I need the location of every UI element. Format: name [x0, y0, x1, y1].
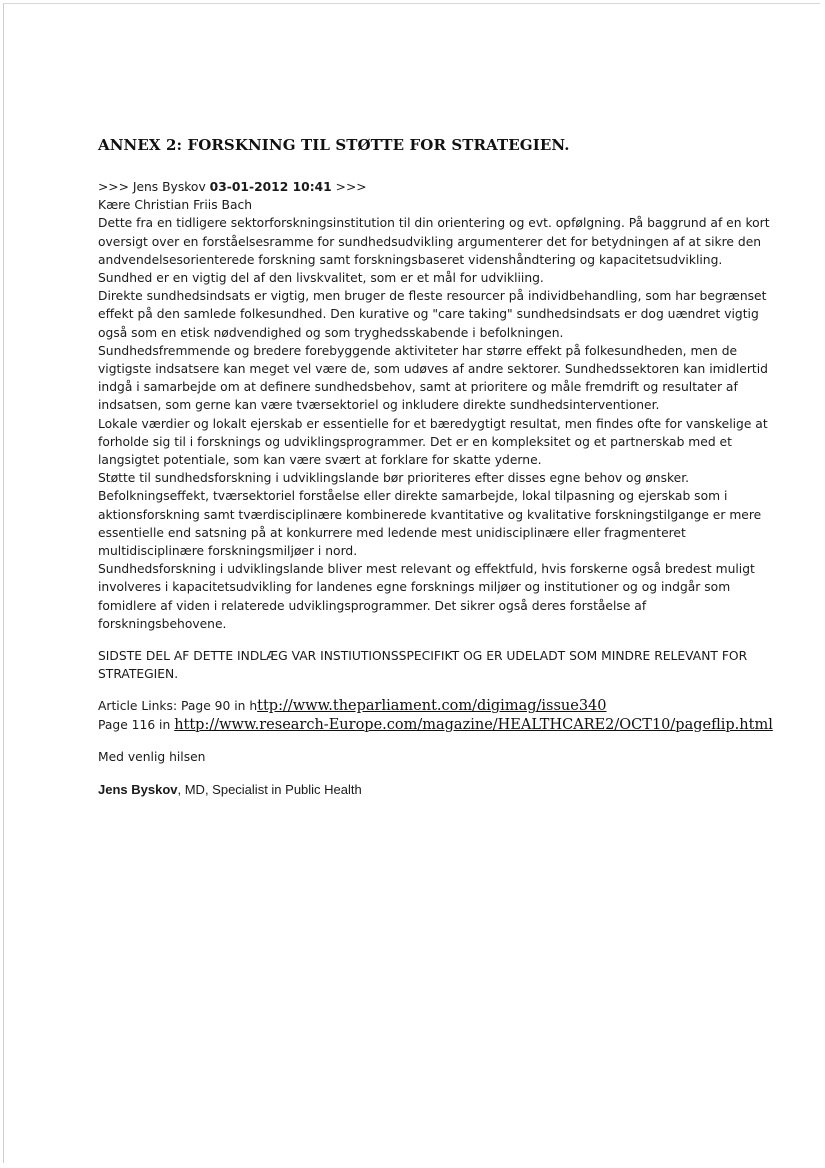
body-line: essentielle end satsning på at konkurrere med ledende mest unidisciplinære eller fragmenteret: [98, 525, 686, 540]
body-line: langsigtet potentiale, som kan være svært at forklare for skatte yderne.: [98, 453, 542, 468]
body-line: involveres i kapacitetsudvikling for landenes egne forsknings miljøer og institutioner og og indgår som: [98, 580, 731, 595]
signature-name: Jens Byskov: [98, 782, 178, 798]
omission-note: [98, 647, 748, 683]
body-line: forholde sig til i forsknings og udviklingsprogrammer. Det er en kompleksitet og et partnerskab med et: [98, 434, 732, 449]
signature-title: , MD, Specialist in Public Health: [177, 782, 362, 798]
article-link-line-2: [98, 716, 773, 734]
email-header-prefix: >>> Jens Byskov: [98, 180, 210, 194]
email-header: [98, 178, 748, 196]
omission-note-line: SIDSTE DEL AF DETTE INDLÆG VAR INSTIUTIONSSPECIFIKT OG ER UDELADT SOM MINDRE RELEVANT FOR: [98, 649, 748, 664]
body-line: Sundhedsfremmende og bredere forebyggende aktiviteter har større effekt på folkesundheden, men de: [98, 343, 738, 358]
email-header-suffix: >>>: [331, 180, 367, 194]
research-europe-link[interactable]: http://www.research-Europe.com/magazine/HEALTHCARE2/OCT10/pageflip.html: [174, 716, 773, 733]
omission-note-line: STRATEGIEN.: [98, 667, 179, 682]
body-line: aktionsforskning samt tværdisciplinære kombinerede kvantitative og kvalitative forskningstilgange er mere: [98, 507, 762, 522]
annex-heading: ANNEX 2: FORSKNING TIL STØTTE FOR STRATEGIEN.: [98, 136, 570, 154]
body-line: effekt på den samlede folkesundhed. Den kurative og "care taking" sundhedsindsats er dog uændret vigtig: [98, 307, 759, 322]
body-line: Direkte sundhedsindsats er vigtig, men bruger de fleste resourcer på individbehandling, som har begrænset: [98, 289, 767, 304]
body-line: Sundhed er en vigtig del af den livskvalitet, som er et mål for udvikliing.: [98, 271, 544, 286]
body-line: andvendelsesorienterede forskning samt forskningsbaseret videnshåndtering og kapacitetsudvikling.: [98, 252, 723, 267]
body-line: også som en etisk nødvendighed og som tryghedsskabende i befolkningen.: [98, 325, 564, 340]
body-line: Støtte til sundhedsforskning i udviklingslande bør prioriteres efter disses egne behov og ønsker.: [98, 471, 690, 486]
body-line: fomidlere af viden i relaterede udviklingsprogrammer. Det sikrer også deres forståelse af: [98, 598, 647, 613]
email-datetime: 03-01-2012 10:41: [209, 180, 332, 194]
article-link-line-1: [98, 697, 748, 715]
theparliament-link[interactable]: ttp://www.theparliament.com/digimag/issue340: [257, 698, 607, 715]
article-links: [98, 697, 773, 733]
body-line: indgå i samarbejde om at definere sundhedsbehov, samt at prioritere og måle fremdrift og resultater af: [98, 380, 738, 395]
letter-body: [98, 196, 770, 633]
article-link-prefix: Article Links: Page 90 in h: [98, 699, 258, 714]
article-link-prefix: Page 116 in: [98, 717, 175, 732]
body-line: multidisciplinære forskningsmiljøer i nord.: [98, 544, 358, 559]
body-line: Sundhedsforskning i udviklingslande bliver mest relevant og effektfuld, hvis forskerne også bredest muligt: [98, 562, 755, 577]
body-line: Dette fra en tidligere sektorforskningsinstitution til din orientering og evt. opfølgning. På baggrund af en kort: [98, 216, 770, 231]
body-line: Kære Christian Friis Bach: [98, 198, 253, 213]
body-line: forskningsbehovene.: [98, 616, 227, 631]
body-line: indsatsen, som gerne kan være tværsektoriel og inkludere direkte sundhedsinterventioner.: [98, 398, 660, 413]
closing-greeting: Med venlig hilsen: [98, 749, 206, 764]
body-line: vigtigste indsatsere kan meget vel være de, som udøves af andre sektorer. Sundhedssektoren kan imidlertid: [98, 362, 768, 377]
body-line: Lokale værdier og lokalt ejerskab er essentielle for et bæredygtigt resultat, men findes ofte for vanskelige at: [98, 416, 768, 431]
signature: [98, 782, 748, 797]
body-line: Befolkningseffekt, tværsektoriel forståelse eller direkte samarbejde, lokal tilpasning og ejerskab som i: [98, 489, 728, 504]
body-line: oversigt over en forståelsesramme for sundhedsudvikling argumenterer det for betydningen af at sikre den: [98, 234, 762, 249]
document-content: [98, 136, 773, 798]
